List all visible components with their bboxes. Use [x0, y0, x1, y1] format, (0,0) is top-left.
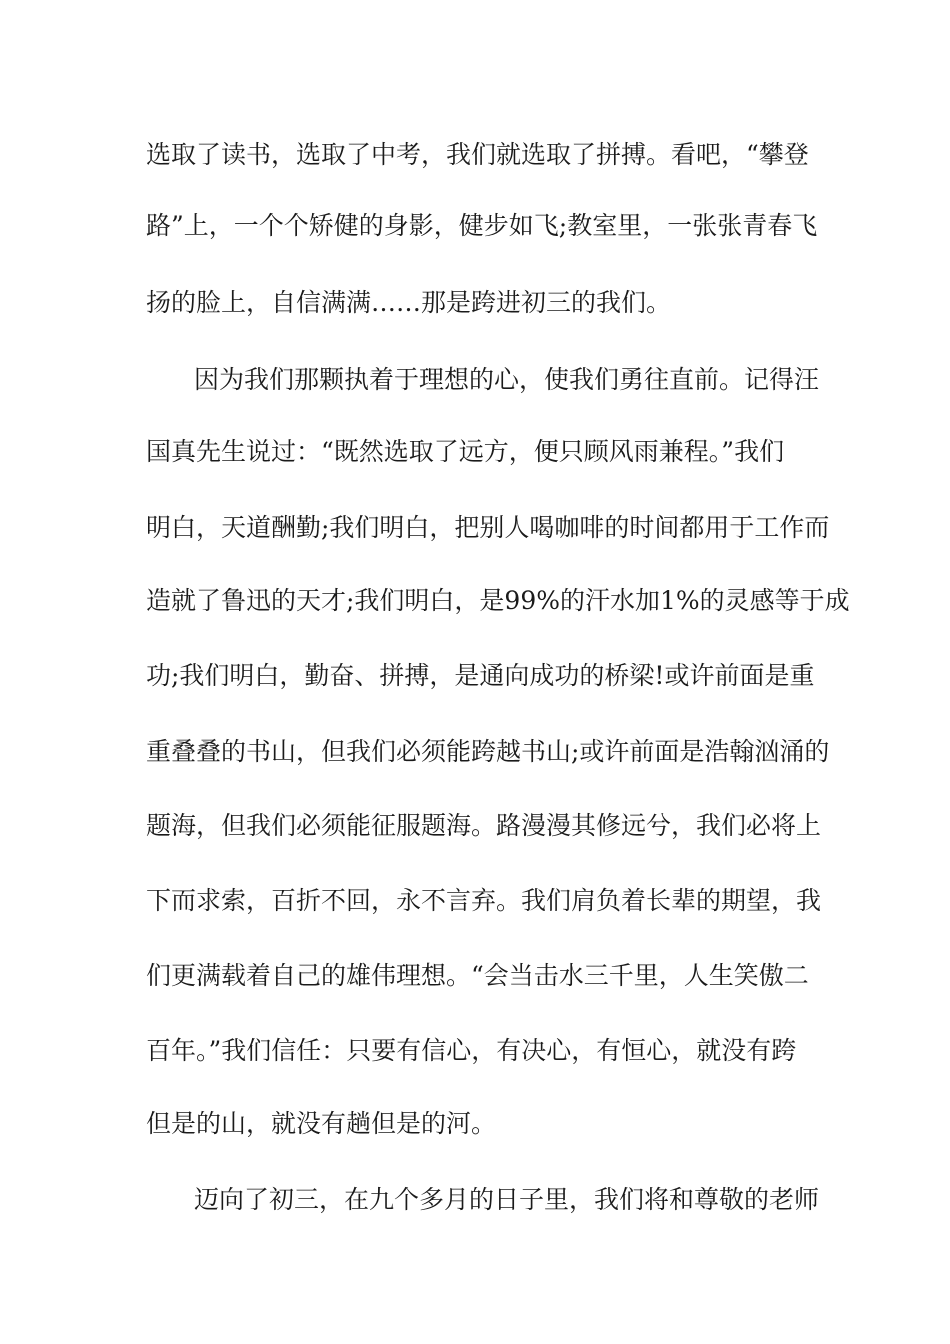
paragraph-2-line-11: 但是的山，就没有趟但是的河。 — [146, 1109, 497, 1138]
paragraph-2-line-10: 百年。”我们信任：只要有信心，有决心，有恒心，就没有跨 — [146, 1036, 797, 1065]
paragraph-2-line-6: 重叠叠的书山，但我们必须能跨越书山;或许前面是浩翰汹涌的 — [146, 737, 830, 766]
paragraph-2-line-7: 题海，但我们必须能征服题海。路漫漫其修远兮，我们必将上 — [146, 811, 822, 840]
paragraph-2-line-1: 因为我们那颗执着于理想的心，使我们勇往直前。记得汪 — [194, 365, 820, 394]
paragraph-2-line-4: 造就了鲁迅的天才;我们明白，是99%的汗水加1%的灵感等于成 — [146, 586, 850, 615]
paragraph-3-line-1: 迈向了初三，在九个多月的日子里，我们将和尊敬的老师 — [194, 1185, 820, 1214]
paragraph-1-line-2: 路”上，一个个矫健的身影，健步如飞;教室里，一张张青春飞 — [146, 211, 818, 240]
paragraph-2-line-2: 国真先生说过：“既然选取了远方，便只顾风雨兼程。”我们 — [146, 437, 785, 466]
paragraph-2-line-8: 下而求索，百折不回，永不言弃。我们肩负着长辈的期望，我 — [146, 886, 822, 915]
paragraph-2-line-5: 功;我们明白，勤奋、拼搏，是通向成功的桥梁!或许前面是重 — [146, 661, 815, 690]
paragraph-2-line-3: 明白，天道酬勤;我们明白，把别人喝咖啡的时间都用于工作而 — [146, 513, 830, 542]
paragraph-1-line-3: 扬的脸上，自信满满……那是跨进初三的我们。 — [146, 288, 672, 317]
paragraph-2-line-9: 们更满载着自己的雄伟理想。“会当击水三千里，人生笑傲二 — [146, 961, 809, 990]
paragraph-1-line-1: 选取了读书，选取了中考，我们就选取了拼搏。看吧，“攀登 — [146, 140, 809, 169]
